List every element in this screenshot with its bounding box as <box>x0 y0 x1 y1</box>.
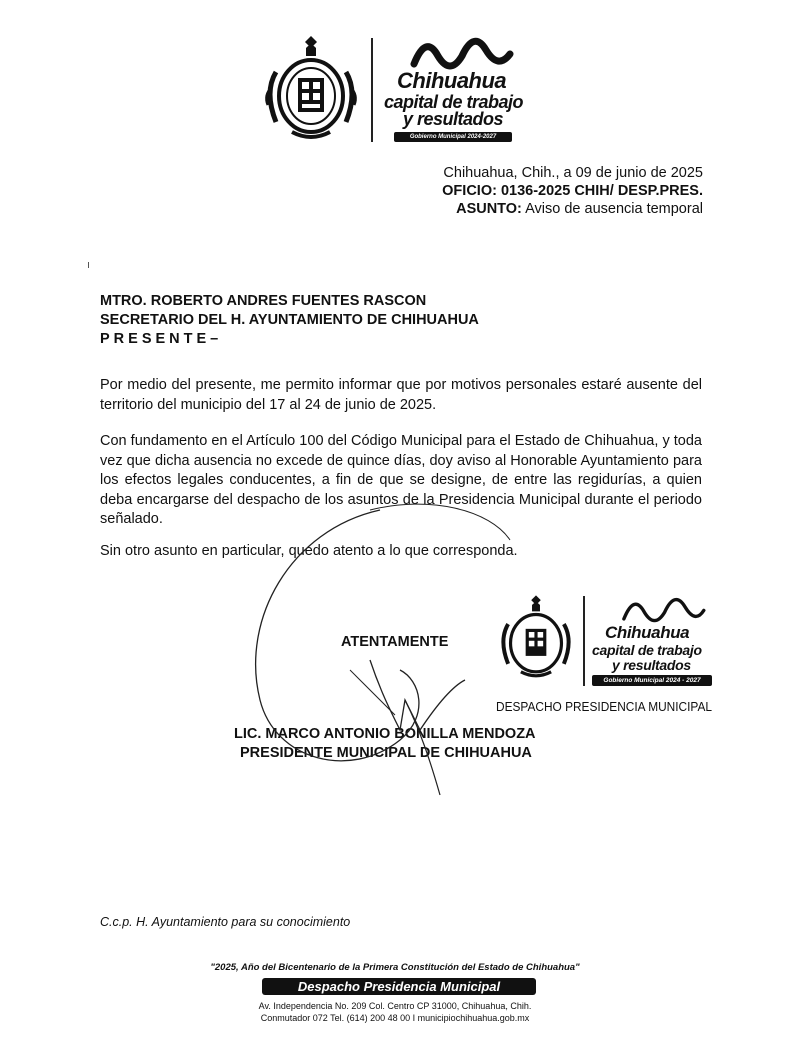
footer-office-bar: Despacho Presidencia Municipal <box>262 978 536 995</box>
stamp-office: DESPACHO PRESIDENCIA MUNICIPAL <box>496 700 713 714</box>
margin-mark <box>88 262 89 268</box>
addressee-role: SECRETARIO DEL H. AYUNTAMIENTO DE CHIHUAHUA <box>100 312 479 328</box>
oficio-number: OFICIO: 0136-2025 CHIH/ DESP.PRES. <box>442 183 703 199</box>
body-paragraph-1: Por medio del presente, me permito informar que por motivos personales estaré ausente del territorio del municipio del 17 al 24 de junio de 2025. <box>100 377 702 413</box>
footer-contact: Conmutador 072 Tel. (614) 200 48 00 I municipiochihuahua.gob.mx <box>260 1013 530 1023</box>
footer-motto: "2025, Año del Bicentenario de la Primera Constitución del Estado de Chihuahua" <box>210 962 580 973</box>
addressee-name: MTRO. ROBERTO ANDRES FUENTES RASCON <box>100 293 427 309</box>
handwritten-signature <box>230 500 530 800</box>
stamp-tagline: Gobierno Municipal 2024 - 2027 <box>592 675 712 686</box>
stamp-divider <box>583 596 585 686</box>
signer-title: PRESIDENTE MUNICIPAL DE CHIHUAHUA <box>240 745 532 761</box>
ccp-line: C.c.p. H. Ayuntamiento para su conocimiento <box>100 915 351 929</box>
signer-name: LIC. MARCO ANTONIO BONILLA MENDOZA <box>234 726 536 742</box>
brand-title: Chihuahua <box>397 68 507 93</box>
presente: PRESENTE– <box>100 331 223 347</box>
footer-address: Av. Independencia No. 209 Col. Centro CP 31000, Chihuahua, Chih. <box>258 1001 532 1011</box>
stamp-subtitle-2: y resultados <box>612 657 691 673</box>
body-paragraph-2: Con fundamento en el Artículo 100 del Código Municipal para el Estado de Chihuahua, y toda vez que dicha ausencia no excede de quince días, doy aviso al Honorable Ayuntamiento para los efectos legales conducentes, a fin de que se designe, de entre las regidurías, a quien deba encargarse del despacho de los asuntos de la Presidencia Municipal durante el periodo señalado. <box>100 433 702 527</box>
asunto-line <box>456 201 703 217</box>
body-paragraph-3: Sin otro asunto en particular, quedo atento a lo que corresponda. <box>100 543 518 559</box>
atentamente: ATENTAMENTE <box>341 634 449 650</box>
brand-tagline: Gobierno Municipal 2024-2027 <box>394 132 512 142</box>
asunto-value: Aviso de ausencia temporal <box>521 201 703 217</box>
stamp-title: Chihuahua <box>605 623 690 642</box>
stamp-subtitle-1: capital de trabajo <box>592 642 702 658</box>
stamp-mountains-icon <box>618 590 708 624</box>
brand-subtitle-2: y resultados <box>403 109 504 129</box>
brand-subtitle-1: capital de trabajo <box>384 92 524 112</box>
municipal-crest-icon <box>262 32 360 142</box>
header-divider <box>371 38 373 142</box>
mountains-logo-icon <box>410 30 514 70</box>
asunto-label: ASUNTO: <box>456 201 522 217</box>
place-date: Chihuahua, Chih., a 09 de junio de 2025 <box>443 165 703 181</box>
